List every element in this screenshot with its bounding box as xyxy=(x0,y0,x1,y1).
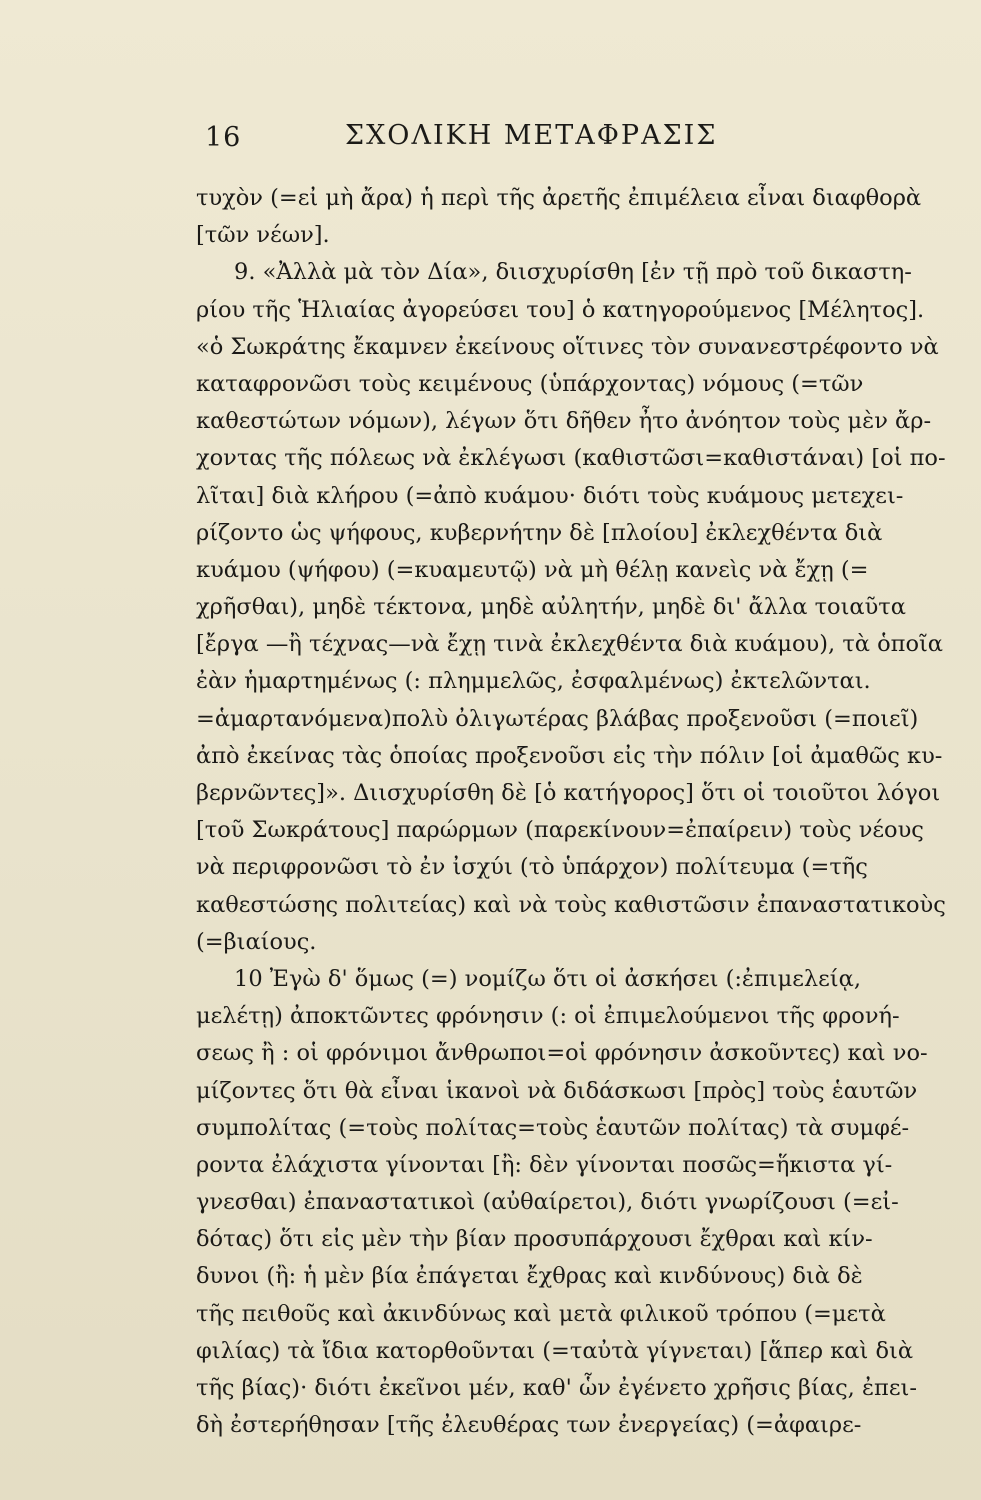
text-line: 9. «Ἀλλὰ μὰ τὸν Δία», διισχυρίσθη [ἐν τῇ πρὸ τοῦ δικαστη- xyxy=(234,259,912,286)
text-line: καταφρονῶσι τοὺς κειμένους (ὑπάρχοντας) νόμους (=τῶν xyxy=(196,370,864,397)
text-line: μελέτῃ) ἀποκτῶντες φρόνησιν (: οἱ ἐπιμελούμενοι τῆς φρονή- xyxy=(196,1003,900,1030)
body-text xyxy=(196,180,948,1444)
text-line: «ὁ Σωκράτης ἔκαμνεν ἐκείνους οἵτινες τὸν συνανεστρέφοντο νὰ xyxy=(196,333,939,360)
text-line: τῆς βίας)· διότι ἐκεῖνοι μέν, καθ' ὧν ἐγένετο χρῆσις βίας, ἐπει- xyxy=(196,1375,917,1401)
text-line: βερνῶντες]». Διισχυρίσθη δὲ [ὁ κατήγορος] ὅτι οἱ τοιοῦτοι λόγοι xyxy=(196,780,941,806)
text-line: τυχὸν (=εἰ μὴ ἄρα) ἡ περὶ τῆς ἀρετῆς ἐπιμέλεια εἶναι διαφθορὰ xyxy=(196,185,922,211)
text-line: δὴ ἐστερήθησαν [τῆς ἐλευθέρας των ἐνεργείας) (=ἀφαιρε- xyxy=(196,1412,862,1439)
text-line: δότας) ὅτι εἰς μὲν τὴν βίαν προσυπάρχουσι ἔχθραι καὶ κίν- xyxy=(196,1226,873,1253)
text-line: δυνοι (ἢ: ἡ μὲν βία ἐπάγεται ἔχθρας καὶ κινδύνους) διὰ δὲ xyxy=(196,1263,863,1290)
text-line: χοντας τῆς πόλεως νὰ ἐκλέγωσι (καθιστῶσι=καθιστάναι) [οἱ πο- xyxy=(196,445,946,472)
text-line: ροντα ἐλάχιστα γίνονται [ἢ: δὲν γίνονται ποσῶς=ἥκιστα γί- xyxy=(196,1151,893,1178)
text-line: ρίου τῆς Ἡλιαίας ἀγορεύσει του] ὁ κατηγορούμενος [Μέλητος]. xyxy=(196,296,925,323)
text-line: μίζοντες ὅτι θὰ εἶναι ἱκανοὶ νὰ διδάσκωσι [πρὸς] τοὺς ἑαυτῶν xyxy=(196,1077,918,1104)
text-line: χρῆσθαι), μηδὲ τέκτονα, μηδὲ αὐλητήν, μηδὲ δι' ἄλλα τοιαῦτα xyxy=(196,594,906,621)
text-line: ρίζοντο ὡς ψήφους, κυβερνήτην δὲ [πλοίου] ἐκλεχθέντα διὰ xyxy=(196,519,883,546)
text-line: φιλίας) τὰ ἴδια κατορθοῦνται (=ταὐτὰ γίγνεται) [ἅπερ καὶ διὰ xyxy=(196,1337,914,1364)
text-line: =ἁμαρτανόμενα)πολὺ ὀλιγωτέρας βλάβας προξενοῦσι (=ποιεῖ) xyxy=(196,705,919,732)
text-line: γνεσθαι) ἐπαναστατικοὶ (αὐθαίρετοι), διότι γνωρίζουσι (=εἰ- xyxy=(196,1189,899,1216)
running-title: ΣΧΟΛΙΚΗ ΜΕΤΑΦΡΑΣΙΣ xyxy=(345,120,718,151)
text-line: σεως ἢ : οἱ φρόνιμοι ἄνθρωποι=οἱ φρόνησιν ἀσκοῦντες) καὶ νο- xyxy=(196,1040,928,1067)
text-line: τῆς πειθοῦς καὶ ἀκινδύνως καὶ μετὰ φιλικοῦ τρόπου (=μετὰ xyxy=(196,1300,886,1327)
text-line: [τῶν νέων]. xyxy=(196,222,330,249)
text-line: συμπολίτας (=τοὺς πολίτας=τοὺς ἑαυτῶν πολίτας) τὰ συμφέ- xyxy=(196,1114,910,1141)
text-line: [τοῦ Σωκράτους] παρώρμων (παρεκίνουν=ἐπαίρειν) τοὺς νέους xyxy=(196,817,924,844)
text-line: 10 Ἐγὼ δ' ὅμως (=) νομίζω ὅτι οἱ ἀσκήσει (:ἐπιμελείᾳ, xyxy=(234,965,861,992)
text-line: κυάμου (ψήφου) (=κυαμευτῷ) νὰ μὴ θέλῃ κανεὶς νὰ ἔχῃ (= xyxy=(196,556,869,583)
text-line: ἐὰν ἡμαρτημένως (: πλημμελῶς, ἐσφαλμένως) ἐκτελῶνται. xyxy=(196,668,871,695)
text-line: λῖται] διὰ κλήρου (=ἀπὸ κυάμου· διότι τοὺς κυάμους μετεχει- xyxy=(196,482,904,509)
page-header xyxy=(205,118,765,158)
text-line: [ἔργα —ἢ τέχνας—νὰ ἔχῃ τινὰ ἐκλεχθέντα διὰ κυάμου), τὰ ὁποῖα xyxy=(196,631,944,658)
page-number: 16 xyxy=(205,122,242,153)
text-line: νὰ περιφρονῶσι τὸ ἐν ἰσχύι (τὸ ὑπάρχον) πολίτευμα (=τῆς xyxy=(196,854,868,881)
text-line: ἀπὸ ἐκείνας τὰς ὁποίας προξενοῦσι εἰς τὴν πόλιν [οἱ ἀμαθῶς κυ- xyxy=(196,742,943,769)
text-line: καθεστώσης πολιτείας) καὶ νὰ τοὺς καθιστῶσιν ἐπαναστατικοὺς xyxy=(196,891,946,918)
text-line: (=βιαίους. xyxy=(196,928,317,955)
text-line: καθεστώτων νόμων), λέγων ὅτι δῆθεν ἦτο ἀνόητον τοὺς μὲν ἄρ- xyxy=(196,408,932,435)
